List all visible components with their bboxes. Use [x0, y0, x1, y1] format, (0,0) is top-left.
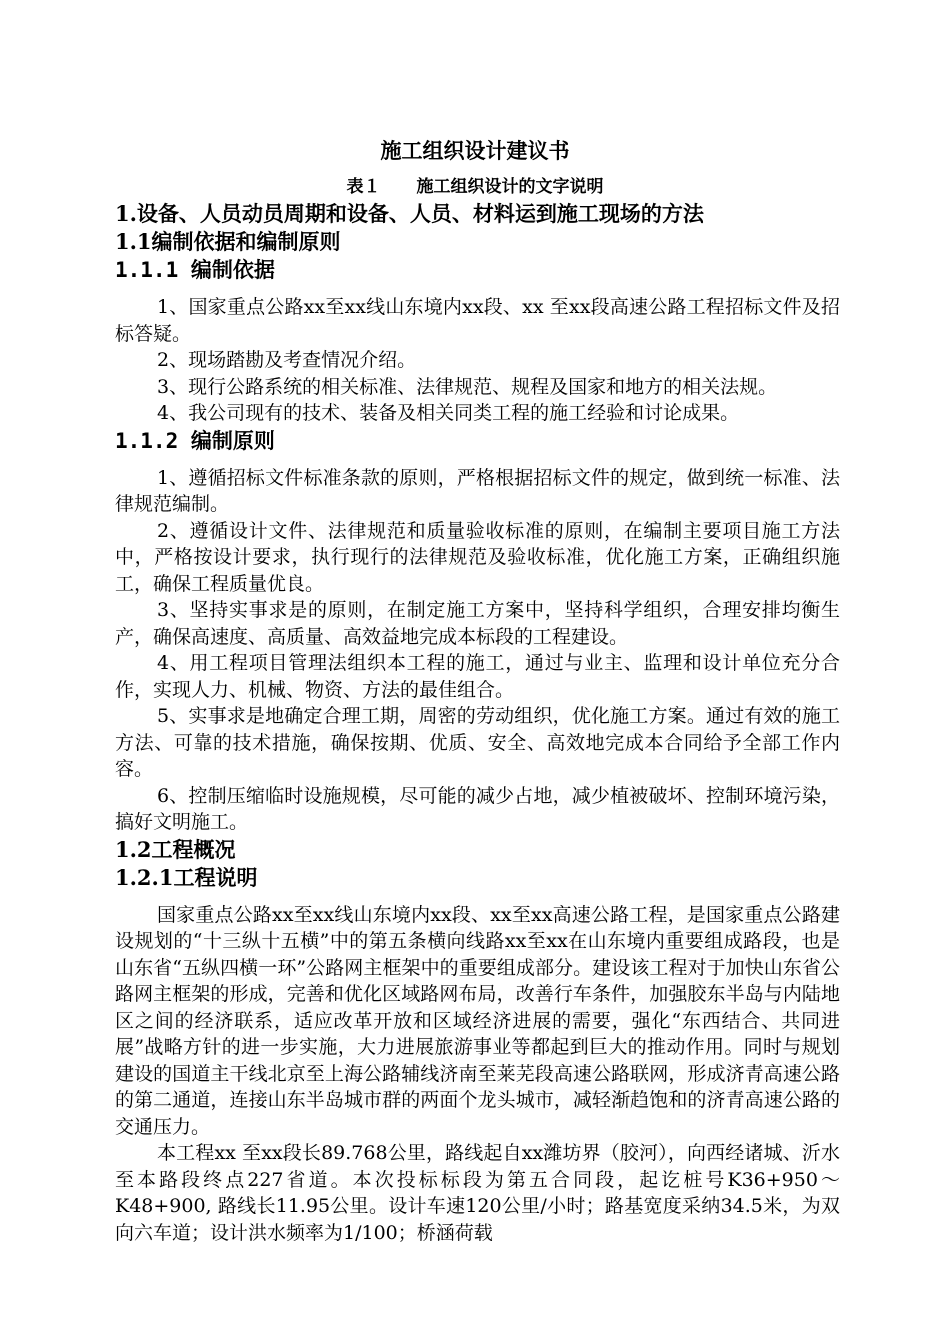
section-heading-1-2: 1.2工程概况: [115, 836, 236, 862]
overview-paragraph: 国家重点公路xx至xx线山东境内xx段、xx至xx高速公路工程，是国家重点公路建设规划的“十三纵十五横”中的第五条横向线路xx至xx在山东境内重要组成路段，也是山东省“五纵四横一环”公路网主框架中的重要组成部分。建设该工程对于加快山东省公路网主框架的形成，完善和优化区域路网布局，改善行车条件，加强胶东半岛与内陆地区之间的经济联系，适应改革开放和区域经济进展的需要，强化“东西结合、共同进展”战略方针的进一步实施，大力进展旅游事业等都起到巨大的推动作用。同时与规划建设的国道主干线北京至上海公路辅线济南至莱芜段高速公路联网，形成济青高速公路的第二通道，连接山东半岛城市群的两面个龙头城市，减轻渐趋饱和的济青高速公路的交通压力。: [115, 903, 840, 1138]
principle-item: 3、坚持实事求是的原则，在制定施工方案中，坚持科学组织，合理安排均衡生产，确保高速度、高质量、高效益地完成本标段的工程建设。: [115, 599, 840, 648]
section-heading-1-1-2: 1.1.2 编制原则: [115, 428, 275, 453]
section-heading-1-1: 1.1编制依据和编制原则: [115, 229, 341, 254]
principle-item: 2、遵循设计文件、法律规范和质量验收标准的原则，在编制主要项目施工方法中，严格按设计要求，执行现行的法律规范及验收标准，优化施工方案，正确组织施工，确保工程质量优良。: [115, 519, 840, 595]
principle-item: 6、控制压缩临时设施规模，尽可能的减少占地，减少植被破坏、控制环境污染，搞好文明施工。: [115, 784, 840, 833]
section-heading-1: 1.设备、人员动员周期和设备、人员、材料运到施工现场的方法: [115, 201, 704, 226]
basis-item: 1、国家重点公路xx至xx线山东境内xx段、xx 至xx段高速公路工程招标文件及招标答疑。: [115, 296, 840, 345]
table-caption: [0, 176, 950, 198]
basis-item: 4、我公司现有的技术、装备及相关同类工程的施工经验和讨论成果。: [157, 402, 740, 424]
section-heading-1-1-1: 1.1.1 编制依据: [115, 258, 275, 282]
basis-item: 2、现场踏勘及考查情况介绍。: [157, 349, 417, 371]
principle-item: 5、实事求是地确定合理工期，周密的劳动组织，优化施工方案。通过有效的施工方法、可靠的技术措施，确保按期、优质、安全、高效地完成本合同给予全部工作内容。: [115, 705, 840, 780]
principle-item: 1、遵循招标文件标准条款的原则，严格根据招标文件的规定，做到统一标准、法律规范编制。: [115, 466, 840, 515]
basis-item: 3、现行公路系统的相关标准、法律规范、规程及国家和地方的相关法规。: [157, 375, 778, 398]
principle-item: 4、用工程项目管理法组织本工程的施工，通过与业主、监理和设计单位充分合作，实现人力、机械、物资、方法的最佳组合。: [115, 652, 840, 701]
section-heading-1-2-1: 1.2.1工程说明: [115, 864, 258, 890]
table-caption-text: 施工组织设计的文字说明: [416, 177, 604, 197]
document-title: 施工组织设计建议书: [380, 138, 570, 163]
table-caption-label: 表１: [346, 177, 381, 197]
overview-paragraph: 本工程xx 至xx段长89.768公里，路线起自xx潍坊界（胶河），向西经诸城、沂水至本路段终点227省道。本次投标标段为第五合同段，起讫桩号K36+950～K48+900, 路线长11.95公里。设计车速120公里/小时；路基宽度采纳34.5米，为双向六车道；设计洪水频率为1/100；桥涵荷载: [115, 1142, 840, 1244]
document-body: [115, 200, 840, 1246]
